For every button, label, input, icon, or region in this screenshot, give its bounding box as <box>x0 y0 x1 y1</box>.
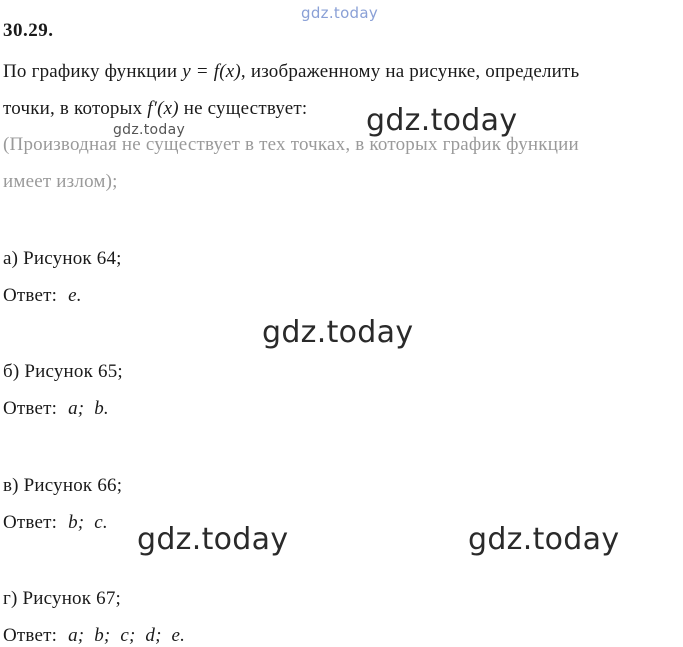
problem-line-1-end: , изображенному на рисунке, определить <box>240 61 580 82</box>
problem-line-2-end: не существует: <box>178 98 308 119</box>
part-c-label: в) Рисунок 66; <box>3 475 123 496</box>
answer-label: Ответ: <box>3 625 58 646</box>
answer-value: b; c. <box>68 512 108 533</box>
problem-line-1-start: По графику функции <box>3 61 183 82</box>
hint-line-2: имеет излом); <box>3 171 118 192</box>
problem-line-1 <box>3 61 579 83</box>
derivative-formula: f′(x) <box>147 98 179 119</box>
answer-label: Ответ: <box>3 285 58 306</box>
part-a-label: а) Рисунок 64; <box>3 248 122 269</box>
watermark-1: gdz.today <box>366 103 518 138</box>
part-b-answer <box>3 398 109 420</box>
answer-label: Ответ: <box>3 512 58 533</box>
watermark-top: gdz.today <box>301 4 379 22</box>
part-c-answer <box>3 512 108 534</box>
problem-line-2 <box>3 98 307 120</box>
function-formula: y = f(x) <box>182 61 241 82</box>
part-d-answer <box>3 625 185 647</box>
watermark-2: gdz.today <box>262 315 414 350</box>
part-d-label: г) Рисунок 67; <box>3 588 122 609</box>
part-b-label: б) Рисунок 65; <box>3 361 123 382</box>
problem-number: 30.29. <box>3 20 54 41</box>
answer-value: a; b. <box>68 398 109 419</box>
answer-value: e. <box>68 285 82 306</box>
answer-label: Ответ: <box>3 398 58 419</box>
watermark-small: gdz.today <box>113 122 186 138</box>
watermark-4: gdz.today <box>468 522 620 557</box>
problem-line-2-start: точки, в которых <box>3 98 148 119</box>
hint-line-1: (Производная не существует в тех точках, в которых график функции <box>3 134 579 155</box>
part-a-answer <box>3 285 82 307</box>
watermark-3: gdz.today <box>137 522 289 557</box>
answer-value: a; b; c; d; e. <box>68 625 186 646</box>
